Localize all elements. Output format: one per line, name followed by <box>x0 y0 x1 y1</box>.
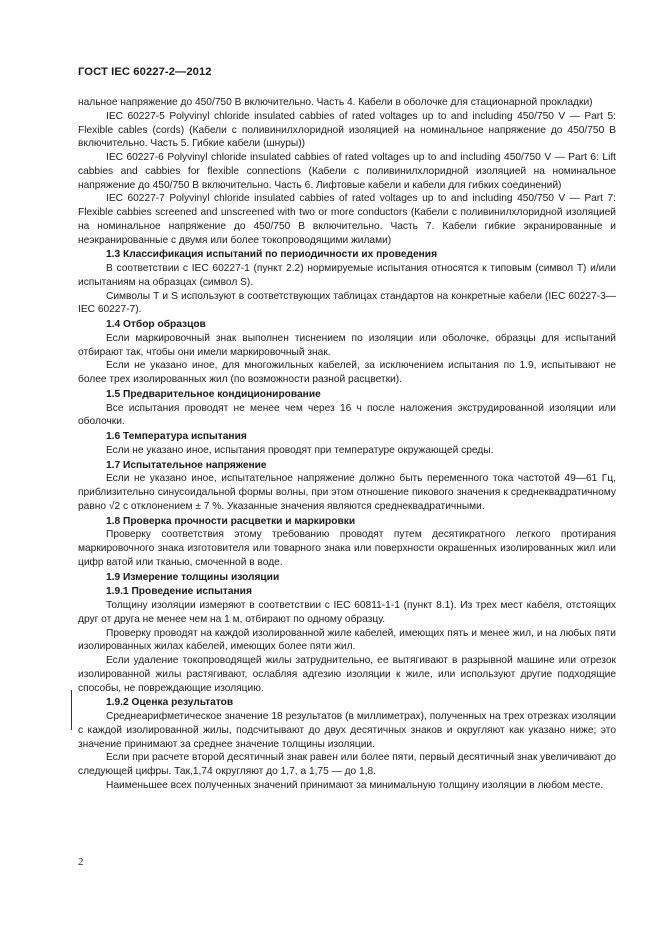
section-heading: 1.4 Отбор образцов <box>106 319 206 330</box>
subsection-heading: 1.9.1 Проведение испытания <box>106 586 252 598</box>
paragraph: IEC 60227-5 Polyvinyl chloride insulated cabbies of rated voltages up to and including 450/750 V — Part 5: Flexible cables (cords) (Кабели с поливинилхлоридной изоляцией на номинальное напряжение до 450/750 В включительно. Часть 5. Гибкие кабели (шнуры)) <box>78 110 616 150</box>
section-heading: 1.3 Классификация испытаний по периодичности их проведения <box>106 249 438 261</box>
section-heading: 1.6 Температура испытания <box>106 431 247 442</box>
section-heading: 1.7 Испытательное напряжение <box>106 459 267 471</box>
paragraph: Среднеарифметическое значение 18 результатов (в миллиметрах), полученных на трех отрезках изоляции с каждой изолированной жилы, подсчитывают до двух десятичных знаков и округляют как указано ниже; это значение принимают за среднее значение толщины изоляции. <box>78 711 616 750</box>
section-heading: 1.9 Измерение толщины изоляции <box>106 571 280 583</box>
paragraph: Все испытания проводят не менее чем через 16 ч после наложения экструдированной изоляции или оболочки. <box>78 402 616 428</box>
page-header-title: ГОСТ IEC 60227-2—2012 <box>78 66 212 78</box>
paragraph: Если не указано иное, для многожильных кабелей, за исключением испытания по 1.9, испытывают не более трех изолированных жил (по возможности разной расцветки). <box>78 360 616 385</box>
paragraph: Проверку проводят на каждой изолированной жиле кабелей, имеющих пять и менее жил, и на любых пяти изолированных жилах кабелей, имеющих более пяти жил. <box>78 627 616 653</box>
paragraph: нальное напряжение до 450/750 В включительно. Часть 4. Кабели в оболочке для стационарной прокладки) <box>78 97 593 108</box>
document-body <box>78 96 616 793</box>
paragraph: IEC 60227-7 Polyvinyl chloride insulated cabbies of rated voltages up to and including 450/750 V — Part 7: Flexible cabbies screened and unscreened with two or more conductors (Кабели с поливинилхлоридной изоляцией на номинальное напряжение до 450/750 В включительно. Часть 7. Кабели гибкие экранированные и неэкранированные с двумя или более токопроводящими жилами) <box>78 193 616 246</box>
section-heading: 1.5 Предварительное кондиционирование <box>106 388 321 400</box>
page-number: 2 <box>78 856 84 868</box>
paragraph: Если не указано иное, испытания проводят при температуре окружающей среды. <box>106 444 494 456</box>
section-heading: 1.8 Проверка прочности расцветки и маркировки <box>106 515 356 527</box>
paragraph: Если при расчете второй десятичный знак равен или более пяти, первый десятичный знак увеличивают до следующей цифры. Так,1,74 округляют до 1,7, а 1,75 — до 1,8. <box>78 752 616 777</box>
paragraph: Наименьшее всех полученных значений принимают за минимальную толщину изоляции в любом месте. <box>106 779 604 791</box>
paragraph: В соответствии с IEC 60227-1 (пункт 2.2) нормируемые испытания относятся к типовым (символ Т) и/или испытаниям на образцах (символ S). <box>78 263 616 288</box>
paragraph: Если маркировочный знак выполнен тиснением по изоляции или оболочке, образцы для испытаний отбирают так, чтобы они имели маркировочный знак. <box>78 332 616 358</box>
change-margin-bar <box>71 690 72 730</box>
paragraph: Проверку соответствия этому требованию проводят путем десятикратного легкого протирания маркировочного знака изготовителя или товарного знака или поверхности окрашенных изолированных жил или цифр ватой или тканью, смоченной в воде. <box>78 529 616 568</box>
paragraph: IEC 60227-6 Polyvinyl chloride insulated cabbies of rated voltages up to and including 450/750 V — Part 6: Lift cabbies and cabbies for flexible connections (Кабели с поливинилхлоридной изоляцией на номинальное напряжение до 450/750 В включительно. Часть 6. Лифтовые кабели и кабели для гибких соединений) <box>78 152 616 191</box>
paragraph: Толщину изоляции измеряют в соответствии с IEC 60811-1-1 (пункт 8.1). Из трех мест кабеля, отстоящих друг от друга не менее чем на 1 м, отбирают по одному образцу. <box>78 600 616 625</box>
paragraph: Если удаление токопроводящей жилы затруднительно, ее вытягивают в разрывной машине или отрезок изолированной жилы растягивают, ослабляя адгезию изоляции к жиле, или используют другие подходящие способы, не повреждающие изоляцию. <box>78 655 616 694</box>
paragraph: Если не указано иное, испытательное напряжение должно быть переменного тока частотой 49—61 Гц, приблизительно синусоидальной формы волны, при этом отношение пикового значения к среднеквадратичному равно √2 с отклонением ± 7 %. Указанные значения являются среднеквадратичными. <box>78 473 616 512</box>
paragraph: Символы Т и S используют в соответствующих таблицах стандартов на конкретные кабели (IEC 60227-3—IEC 60227-7). <box>78 290 616 316</box>
subsection-heading: 1.9.2 Оценка результатов <box>106 697 234 709</box>
